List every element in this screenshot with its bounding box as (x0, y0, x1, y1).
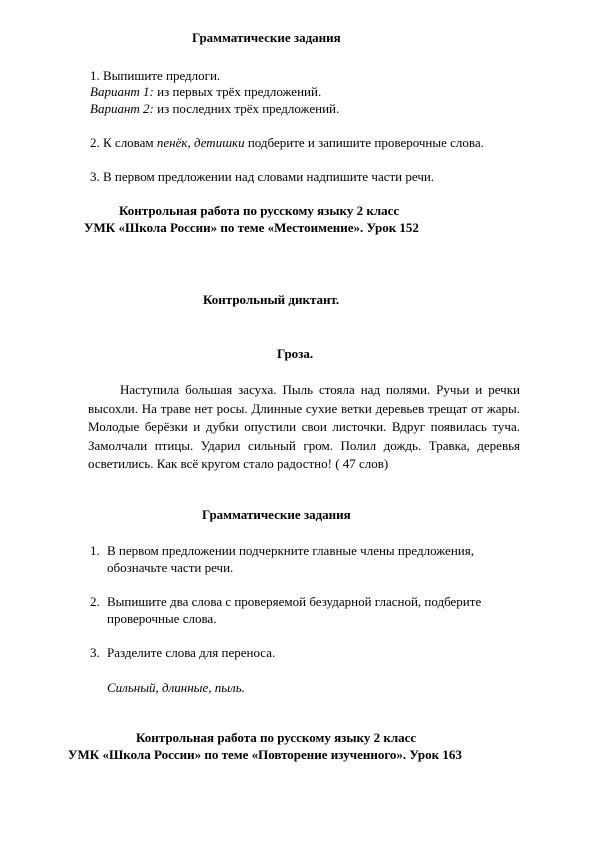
section2-task3-num: 3. (90, 645, 100, 660)
section2-heading: Грамматические задания (202, 507, 351, 522)
section2-task1-num: 1. (90, 543, 100, 558)
section2-task2-num: 2. (90, 594, 100, 609)
section1-task3: 3. В первом предложении над словами надпишите части речи. (90, 169, 435, 184)
dictation-text: Наступила большая засуха. Пыль стояла над полями. Ручьи и речки высохли. На траве нет росы. Длинные сухие ветки деревьев трещат от жары. Молодые берёзки и дубки опустили свои листочки. Вдруг появилась туча. Замолчали птицы. Ударил сильный гром. Полил дождь. Травка, деревья осветились. Как всё кругом стало радостно! ( 47 слов) (88, 382, 520, 471)
section1-variant1 (90, 84, 321, 100)
variant1-label: Вариант 1: (90, 84, 154, 99)
section1-task1: 1. Выпишите предлоги. (90, 68, 221, 83)
task2-prefix: 2. К словам (90, 135, 157, 150)
variant2-label: Вариант 2: (90, 101, 154, 116)
variant1-text: из первых трёх предложений. (153, 84, 322, 99)
title1-line1: Контрольная работа по русскому языку 2 класс (119, 203, 400, 218)
section1-variant2 (90, 101, 339, 117)
section2-task3-line1: Разделите слова для переноса. (107, 645, 276, 660)
section2-task2-line1: Выпишите два слова с проверяемой безударной гласной, подберите (107, 594, 482, 609)
title2-line2: УМК «Школа России» по теме «Повторение изученного». Урок 163 (68, 747, 462, 762)
task2-words: пенёк, детишки (156, 135, 245, 150)
title2-line1: Контрольная работа по русскому языку 2 класс (136, 730, 417, 745)
task2-suffix: подберите и запишите проверочные слова. (244, 135, 484, 150)
dictation-title: Гроза. (277, 346, 314, 361)
dictation-heading: Контрольный диктант. (203, 292, 340, 307)
section1-heading: Грамматические задания (192, 30, 341, 45)
section2-words: Сильный, длинные, пыль. (107, 680, 245, 695)
title1-line2: УМК «Школа России» по теме «Местоимение». Урок 152 (84, 220, 419, 235)
section2-task1-line2: обозначьте части речи. (107, 560, 234, 575)
section2-task1-line1: В первом предложении подчеркните главные члены предложения, (107, 543, 474, 558)
variant2-text: из последних трёх предложений. (153, 101, 340, 116)
section1-task2 (90, 135, 484, 151)
section2-task2-line2: проверочные слова. (107, 611, 217, 626)
